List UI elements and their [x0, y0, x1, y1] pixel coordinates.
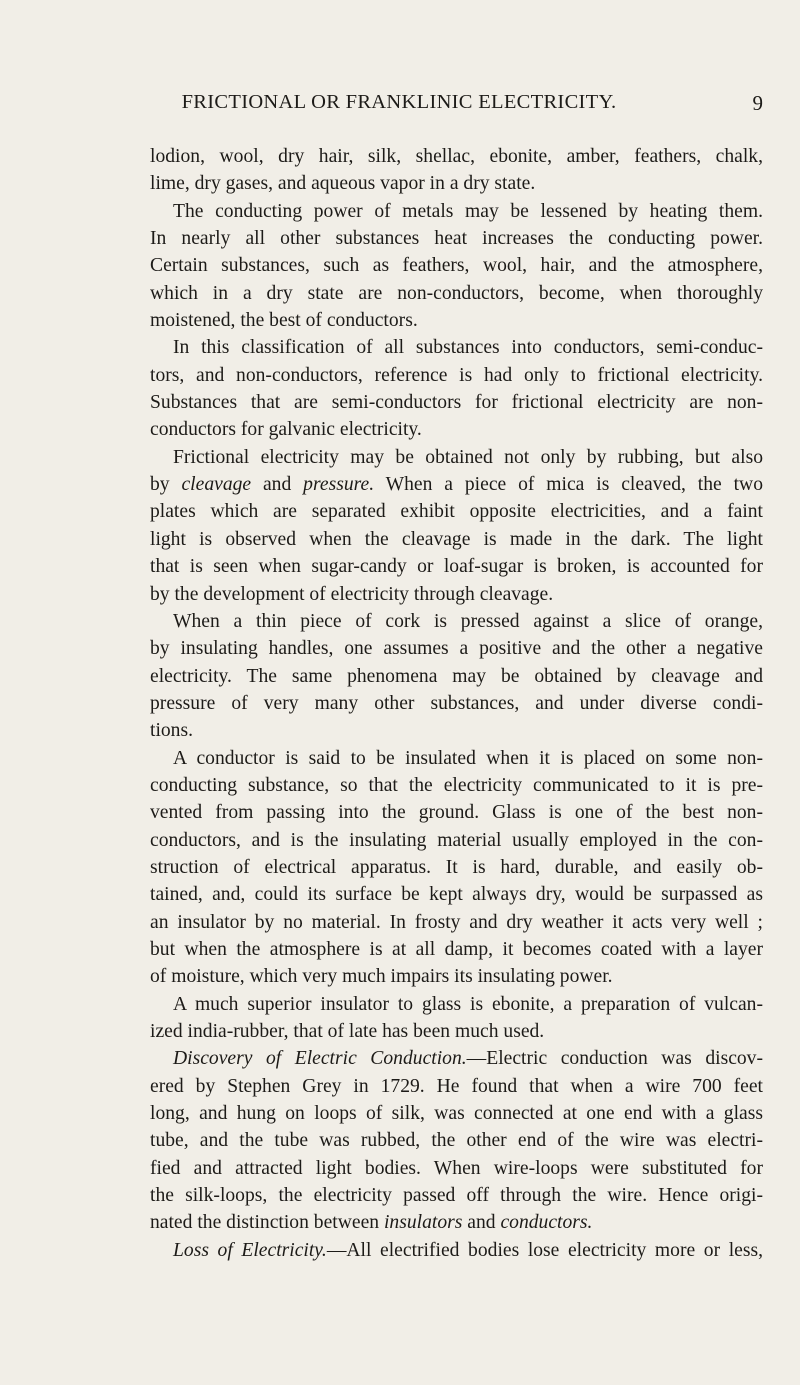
text-line: In this classification of all substances into conductors, semi-conduc-	[173, 337, 763, 359]
text-line: conductors for galvanic electricity.	[150, 419, 422, 441]
text-line: A conductor is said to be insulated when it is placed on some non-	[173, 747, 763, 769]
text-line: tors, and non-conductors, reference is had only to frictional electricity.	[150, 364, 763, 386]
text-line: tained, and, could its surface be kept always dry, would be surpassed as	[150, 884, 763, 906]
text-line: Certain substances, such as feathers, wool, hair, and the atmosphere,	[150, 255, 763, 277]
text-line: long, and hung on loops of silk, was connected at one end with a glass	[150, 1103, 763, 1125]
text-line: ered by Stephen Grey in 1729. He found that when a wire 700 feet	[150, 1075, 763, 1097]
text-line: the silk-loops, the electricity passed off through the wire. Hence origi-	[150, 1185, 763, 1207]
text-line: by insulating handles, one assumes a positive and the other a negative	[150, 638, 763, 660]
text-line: lodion, wool, dry hair, silk, shellac, ebonite, amber, feathers, chalk,	[150, 146, 763, 167]
text-run: When a piece of mica is cleaved, the two	[374, 474, 764, 496]
text-line: plates which are separated exhibit opposite electricities, and a faint	[150, 501, 763, 523]
text-line: conducting substance, so that the electricity communicated to it is pre-	[150, 774, 763, 796]
text-line: tions.	[150, 720, 194, 742]
italic-text: insulators	[383, 1212, 463, 1234]
text-line: that is seen when sugar-candy or loaf-sugar is broken, is accounted for	[150, 556, 763, 578]
text-line	[150, 1237, 763, 1264]
text-line	[150, 471, 763, 498]
text-line: When a thin piece of cork is pressed against a slice of orange,	[173, 610, 763, 632]
text-line: but when the atmosphere is at all damp, it becomes coated with a layer	[150, 938, 763, 960]
running-head: FRICTIONAL OR FRANKLINIC ELECTRICITY.	[181, 91, 617, 113]
text-line: vented from passing into the ground. Glass is one of the best non-	[150, 802, 763, 824]
text-run: and	[462, 1212, 501, 1234]
text-run: —Electric conduction was discov-	[466, 1048, 764, 1070]
italic-text: Discovery of Electric Conduction.	[173, 1048, 467, 1070]
body-text	[150, 143, 763, 1264]
text-line	[150, 1209, 763, 1236]
text-line: A much superior insulator to glass is ebonite, a preparation of vulcan-	[173, 993, 763, 1015]
text-line: conductors, and is the insulating material usually employed in the con-	[150, 829, 763, 851]
text-line: tube, and the tube was rubbed, the other end of the wire was electri-	[150, 1130, 763, 1152]
text-line: Frictional electricity may be obtained not only by rubbing, but also	[173, 446, 763, 468]
text-line: of moisture, which very much impairs its insulating power.	[150, 966, 613, 988]
italic-text: conductors.	[500, 1212, 593, 1234]
text-run: —All electrified bodies lose electricity more or less,	[326, 1239, 763, 1261]
text-line: fied and attracted light bodies. When wire-loops were substituted for	[150, 1157, 763, 1179]
text-line: moistened, the best of conductors.	[150, 310, 418, 332]
text-run: and	[251, 474, 304, 496]
text-line	[150, 1045, 763, 1072]
text-line: light is observed when the cleavage is made in the dark. The light	[150, 528, 763, 550]
text-line: Substances that are semi-conductors for frictional electricity are non-	[150, 392, 763, 414]
text-line: In nearly all other substances heat increases the conducting power.	[150, 228, 763, 250]
italic-text: cleavage	[181, 474, 252, 496]
text-line: ized india-rubber, that of late has been much used.	[150, 1021, 545, 1042]
italic-text: pressure.	[303, 474, 375, 496]
text-line: by the development of electricity through cleavage.	[150, 583, 554, 605]
text-run: by	[150, 474, 182, 496]
text-run: nated the distinction between	[150, 1212, 384, 1234]
text-line: which in a dry state are non-conductors, become, when thoroughly	[150, 282, 763, 304]
italic-text: Loss of Electricity.	[173, 1239, 327, 1261]
text-line: electricity. The same phenomena may be obtained by cleavage and	[150, 665, 763, 687]
text-line: lime, dry gases, and aqueous vapor in a dry state.	[150, 173, 536, 195]
text-line: The conducting power of metals may be lessened by heating them.	[173, 200, 763, 222]
page-number: 9	[752, 91, 763, 115]
text-line: struction of electrical apparatus. It is hard, durable, and easily ob-	[150, 856, 763, 878]
text-line: pressure of very many other substances, and under diverse condi-	[150, 692, 763, 714]
text-line: an insulator by no material. In frosty and dry weather it acts very well ;	[150, 911, 763, 933]
